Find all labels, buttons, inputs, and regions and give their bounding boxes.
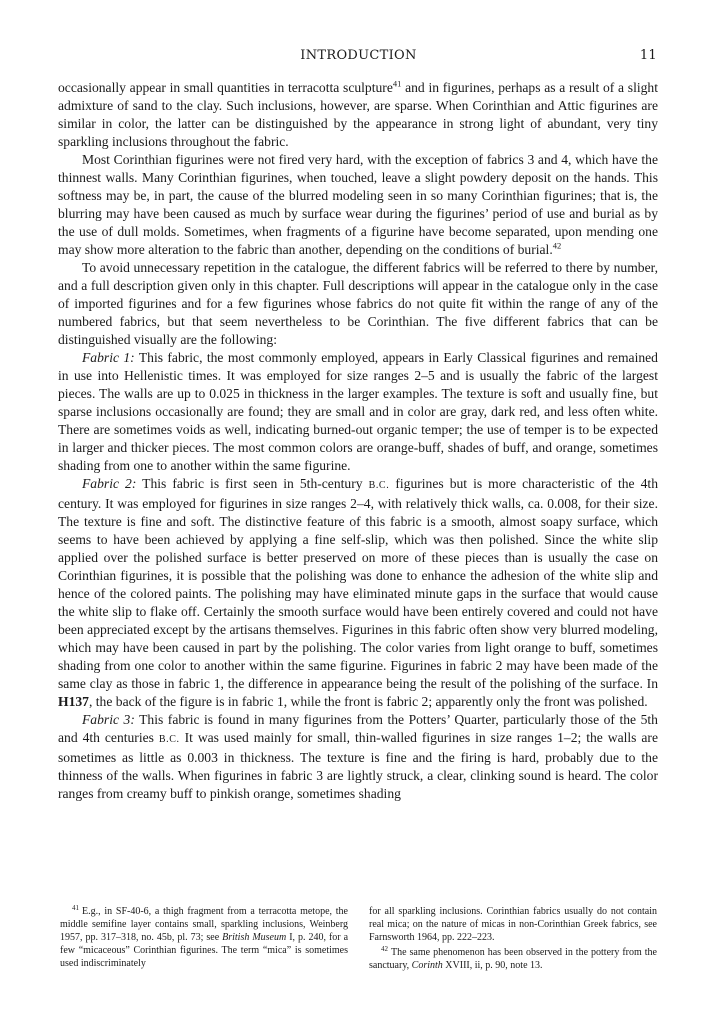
paragraph xyxy=(58,349,658,475)
italic-text: Fabric 1: xyxy=(82,350,135,365)
text-run: occasionally appear in small quantities in terracotta sculpture xyxy=(58,80,393,95)
paragraph xyxy=(58,711,658,803)
catalogue-ref: H137 xyxy=(58,694,89,709)
paragraph xyxy=(58,475,658,711)
footnote-ref: 42 xyxy=(552,240,562,251)
footnote-number: 42 xyxy=(381,944,388,953)
text-run: , the back of the figure is in fabric 1, while the front is fabric 2; apparently only the front was polished. xyxy=(88,694,648,709)
running-title: INTRODUCTION xyxy=(300,48,417,63)
text-run: for all sparkling inclusions. Corinthian fabrics usually do not contain real mica; on the nature of micas in non-Corinthian Greek fabrics, see Farnsworth 1964, pp. 222–223. xyxy=(369,906,657,943)
footnote-number: 41 xyxy=(72,903,79,912)
text-run: To avoid unnecessary repetition in the catalogue, the different fabrics will be referred to there by number, and a full description given only in this chapter. Full descriptions will appear in the catalogue only in the case of imported figurines and for a few figurines whose fabrics do not quite fit within the range of any of the numbered fabrics, but that seem nevertheless to be Corinthian. The five different fabrics that can be distinguished visually are the following: xyxy=(58,260,658,347)
paragraph xyxy=(58,151,658,259)
text-run: This fabric is found in many figurines from the Potters’ Quarter, particularly those of the 5th and 4th centuries xyxy=(58,712,658,745)
running-header xyxy=(60,46,657,68)
italic-text: British Museum xyxy=(222,932,287,943)
footnote xyxy=(369,905,657,944)
italic-text: Fabric 3: xyxy=(82,712,135,727)
italic-text: Fabric 2: xyxy=(82,476,137,491)
paragraph xyxy=(58,259,658,349)
footnote xyxy=(60,905,348,970)
text-run: This fabric, the most commonly employed, appears in Early Classical figurines and remained in use into Hellenistic times. It was employed for size ranges 2–5 and is usually the fabric of the largest pieces. The walls are up to 0.025 in thickness in the larger examples. The texture is soft and usually fine, but sparse inclusions occasionally are found; they are small and in color are gray, dark red, and less often white. There are sometimes voids as well, indicating burned-out organic temper; the use of temper is to be expected in larger and thicker pieces. The most common colors are orange-buff, shades of buff, and orange, sometimes shading from one to another within the same figurine. xyxy=(58,350,658,473)
text-run: XVIII, ii, p. 90, note 13. xyxy=(442,960,543,971)
paragraph xyxy=(58,79,658,151)
text-run: It was used mainly for small, thin-walled figurines in size ranges 1–2; the walls are sometimes as little as 0.003 in thickness. The texture is fine and the firing is hard, probably due to the thinness of the walls. When figurines in fabric 3 are lightly struck, a clear, clinking sound is heard. The color ranges from creamy buff to pinkish orange, sometimes shading xyxy=(58,730,658,801)
footnotes-left-column xyxy=(60,905,348,970)
footnote xyxy=(369,946,657,972)
text-run: figurines but is more characteristic of the 4th century. It was employed for figurines in size ranges 2–4, with relatively thick walls, ca. 0.008, for their size. The texture is fine and soft. The distinctive feature of this fabric is a smooth, almost soapy surface, which seems to have been achieved by applying a fine self-slip, which was then polished. Since the white slip applied over the polished surface is better preserved on more of these pieces than is usually the case on Corinthian figurines, it is possible that the polishing was done to enhance the adhesion of the white slip and hence of the colored paints. The polishing may have eliminated minute gaps in the surface that would cause the white slip to flake off. Certainly the smooth surface would have been entirely covered and could not have been appreciated except by the artisans themselves. Figurines in this fabric often show very blurred modeling, which may have been caused in part by the polishing. The color varies from light orange to buff, sometimes shading from one color to another within the same figurine. Figurines in fabric 2 may have been made of the same clay as those in fabric 1, the difference in appearance being the result of the polishing of the surface. In xyxy=(58,476,658,691)
text-run: E.g., in SF-40-6, a thigh fragment from a terracotta metope, the middle semifine layer contains small, sparkling inclusions, Weinberg 1957, pp. 317–318, no. 45b, pl. 73; see xyxy=(60,906,348,943)
footnote-ref: 41 xyxy=(392,78,402,89)
text-run: Most Corinthian figurines were not fired very hard, with the exception of fabrics 3 and 4, which have the thinnest walls. Many Corinthian figurines, when touched, leave a slight powdery deposit on the hands. This softness may be, in part, the cause of the blurred modeling seen in so many Corinthian figurines; that is, the blurring may have been caused as much by surface wear during the figurines’ period of use and burial as by the use of dull molds. Sometimes, when fragments of a figurine have become separated, upon mending one may show more alteration to the fabric than another, depending on the conditions of burial. xyxy=(58,152,658,257)
text-run: I, p. 240, for a few “micaceous” Corinthian figurines. The term “mica” is sometimes used indiscriminately xyxy=(60,932,349,969)
footnotes-right-column xyxy=(369,905,657,972)
text-run: The same phenomenon has been observed in the pottery from the sanctuary, xyxy=(369,947,657,971)
small-caps-text: B.C. xyxy=(158,734,180,745)
small-caps-text: B.C. xyxy=(368,480,390,491)
text-run: and in figurines, perhaps as a result of a slight admixture of sand to the clay. Such inclusions, however, are sparse. When Corinthian and Attic figurines are similar in color, the latter can be distinguished by the appearance in strong light of abundant, very tiny sparkling inclusions throughout the fabric. xyxy=(58,80,658,149)
body-text xyxy=(58,79,658,803)
page-number: 11 xyxy=(639,48,657,63)
italic-text: Corinth xyxy=(411,960,443,971)
text-run: This fabric is first seen in 5th-century xyxy=(136,476,369,491)
